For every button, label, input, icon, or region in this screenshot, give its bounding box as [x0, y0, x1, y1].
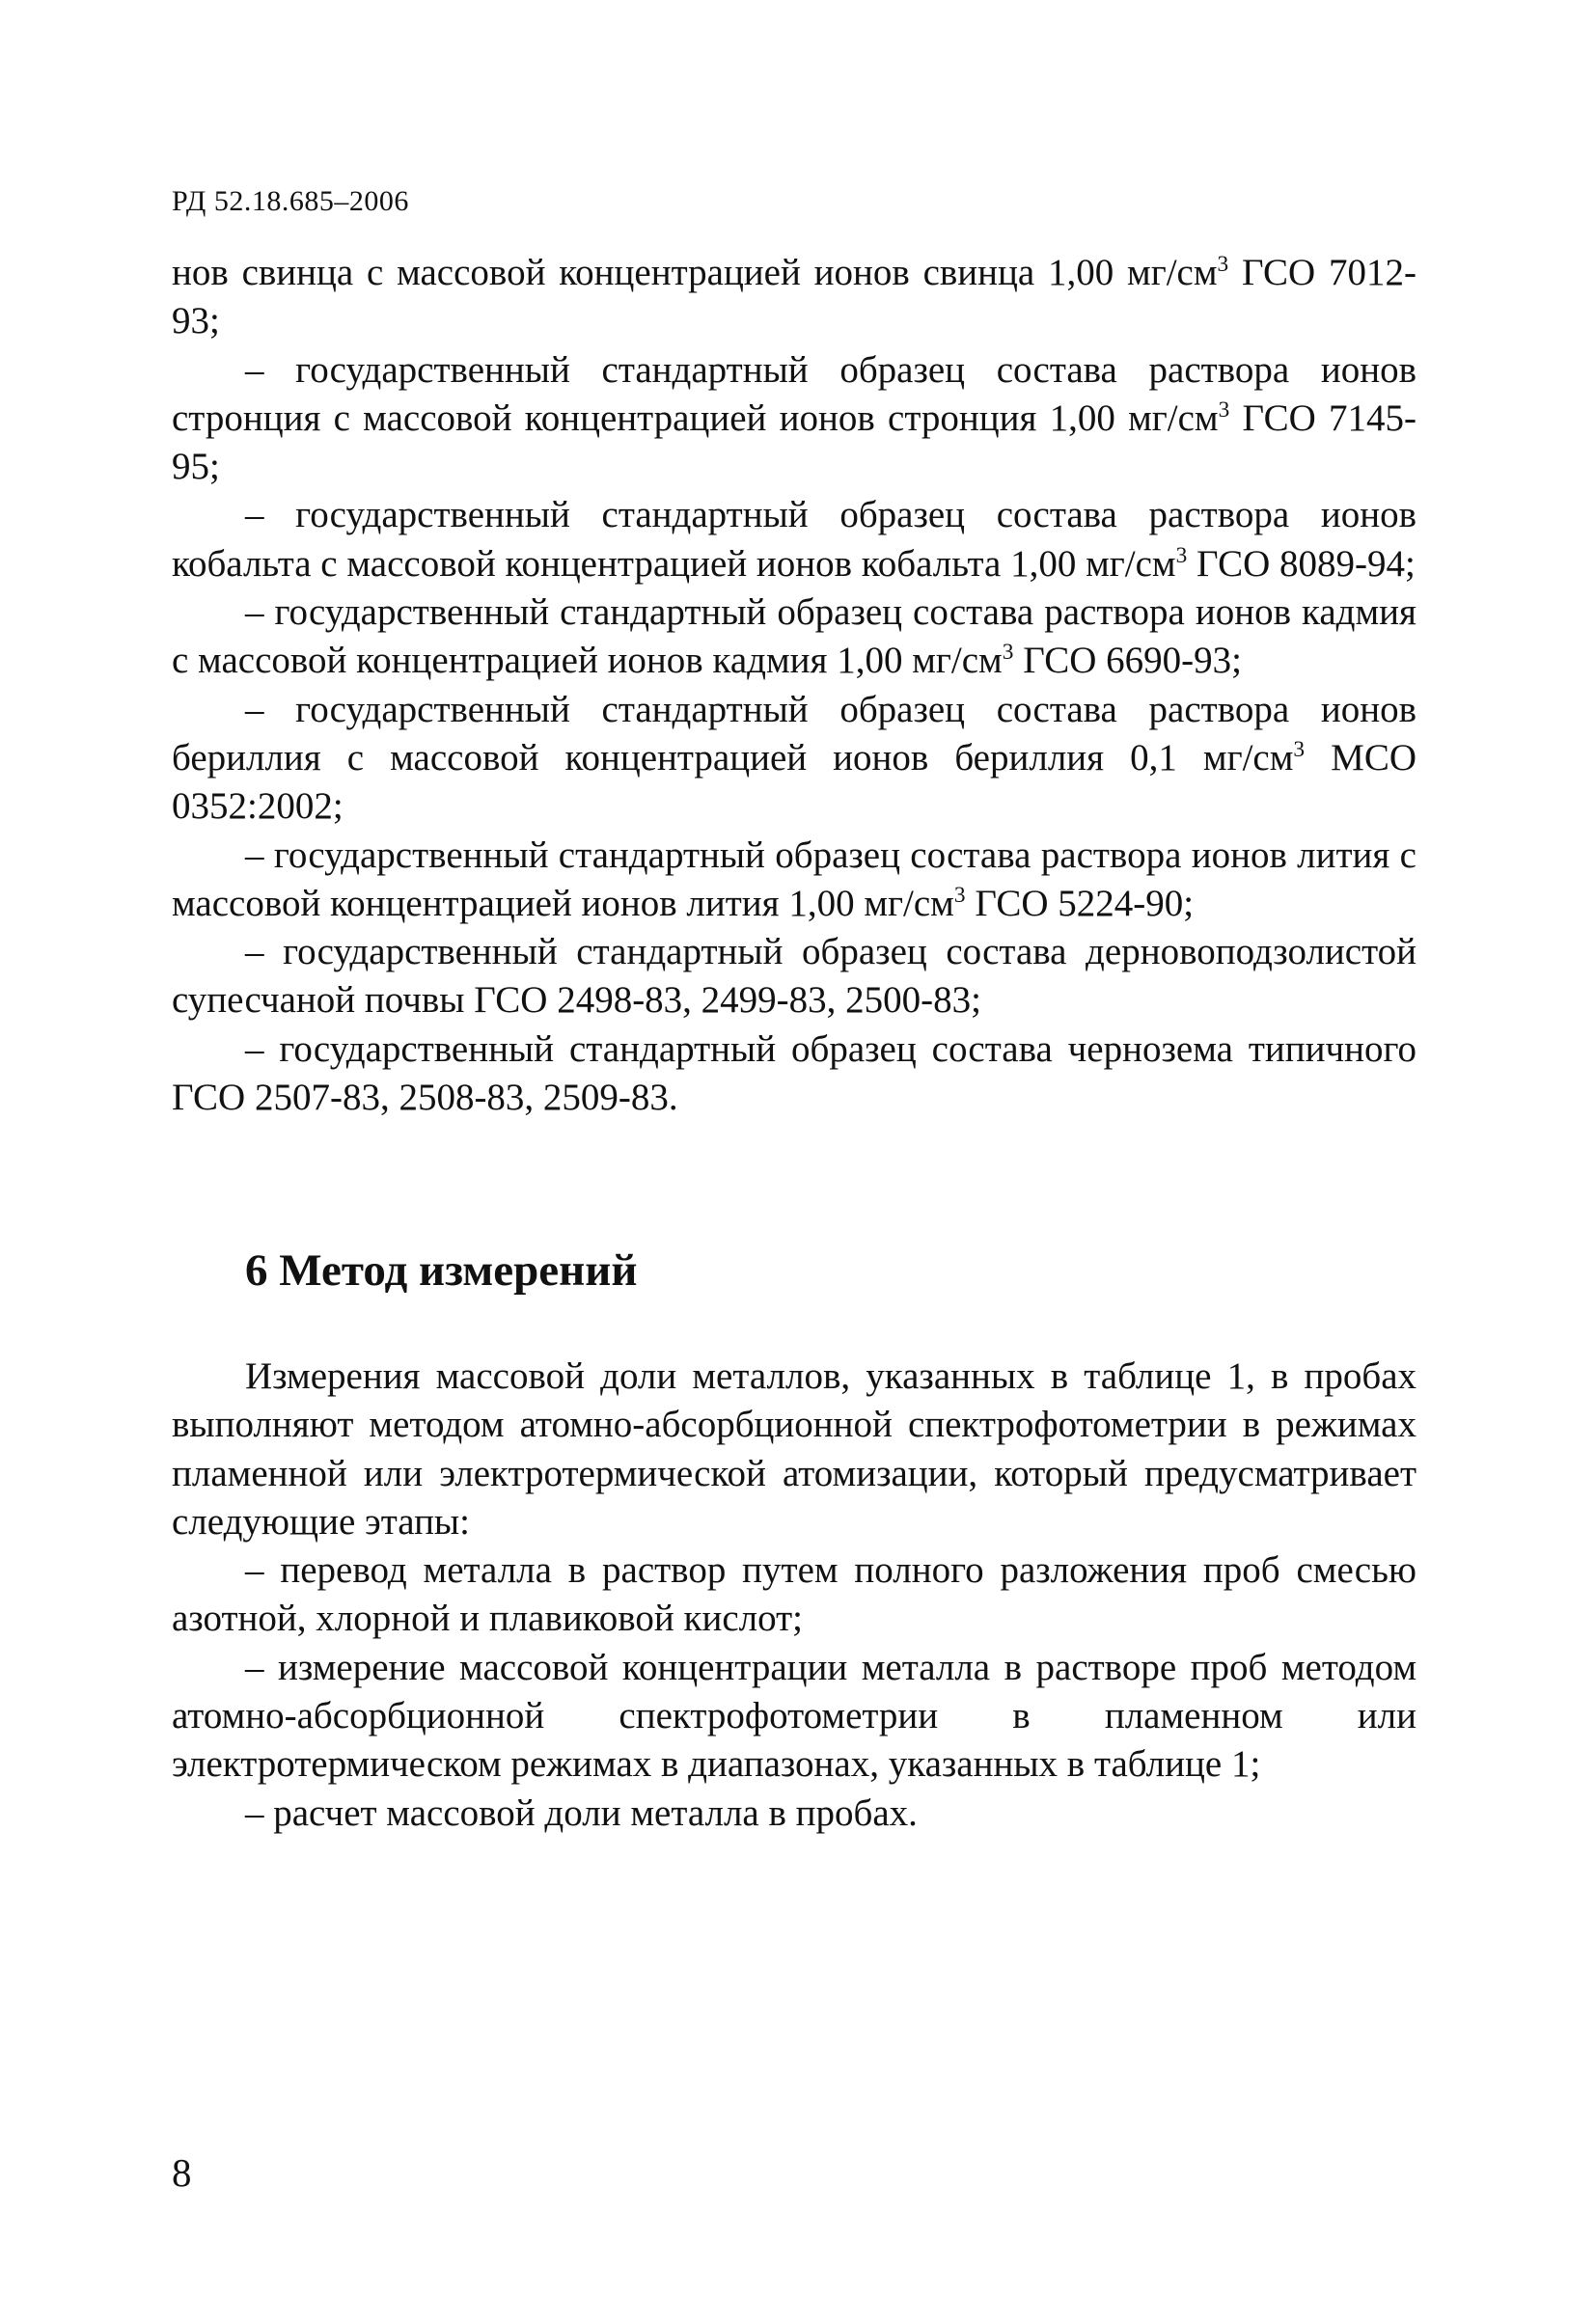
- section-intro: Измерения массовой доли металлов, указанных в таблице 1, в пробах выполняют методом атомно-абсорбционной спектрофотометрии в режимах пламенной или электротермической атомизации, который предусматривает следующие этапы:: [172, 1355, 1416, 1543]
- list-item: – государственный стандартный образец состава раствора ионов бериллия с массовой концентрацией ионов бериллия 0,1 $мг/см^3$ МСО 0352:2002;: [172, 688, 1416, 828]
- list-item: – государственный стандартный образец состава раствора ионов кобальта с массовой концентрацией ионов кобальта 1,00 $мг/см^3$ ГСО 8089-94;: [172, 494, 1416, 585]
- section-body: [172, 1353, 1416, 1838]
- list-item: – государственный стандартный образец состава раствора ионов кадмия с массовой концентрацией ионов кадмия 1,00 $мг/см^3$ ГСО 6690-93;: [172, 591, 1416, 682]
- list-item: – государственный стандартный образец состава дерновоподзолистой супесчаной почвы ГСО 2498-83, 2499-83, 2500-83;: [172, 931, 1416, 1022]
- list-item: – государственный стандартный образец состава раствора ионов лития с массовой концентрацией ионов лития 1,00 $мг/см^3$ ГСО 5224-90;: [172, 834, 1416, 924]
- list-item: нов свинца с массовой концентрацией ионов свинца 1,00 $мг/см^3$ ГСО 7012-93;: [172, 252, 1416, 342]
- list-item: – государственный стандартный образец состава чернозема типичного ГСО 2507-83, 2508-83, 2509-83.: [172, 1027, 1416, 1119]
- page-number: 8: [172, 2150, 192, 2195]
- section-heading: 6 Метод измерений: [245, 1245, 638, 1296]
- list-item: – государственный стандартный образец состава раствора ионов стронция с массовой концентрацией ионов стронция 1,00 $мг/см^3$ ГСО 7145-95;: [172, 348, 1416, 488]
- standard-samples-list: [172, 249, 1416, 1122]
- list-item: – измерение массовой концентрации металла в растворе проб методом атомно-абсорбционной спектрофотометрии в пламенном или электротермическом режимах в диапазонах, указанных в таблице 1;: [172, 1646, 1416, 1786]
- document-header: РД 52.18.685–2006: [172, 185, 409, 217]
- list-item: – расчет массовой доли металла в пробах.: [245, 1791, 918, 1834]
- list-item: – перевод металла в раствор путем полного разложения проб смесью азотной, хлорной и плавиковой кислот;: [172, 1549, 1416, 1640]
